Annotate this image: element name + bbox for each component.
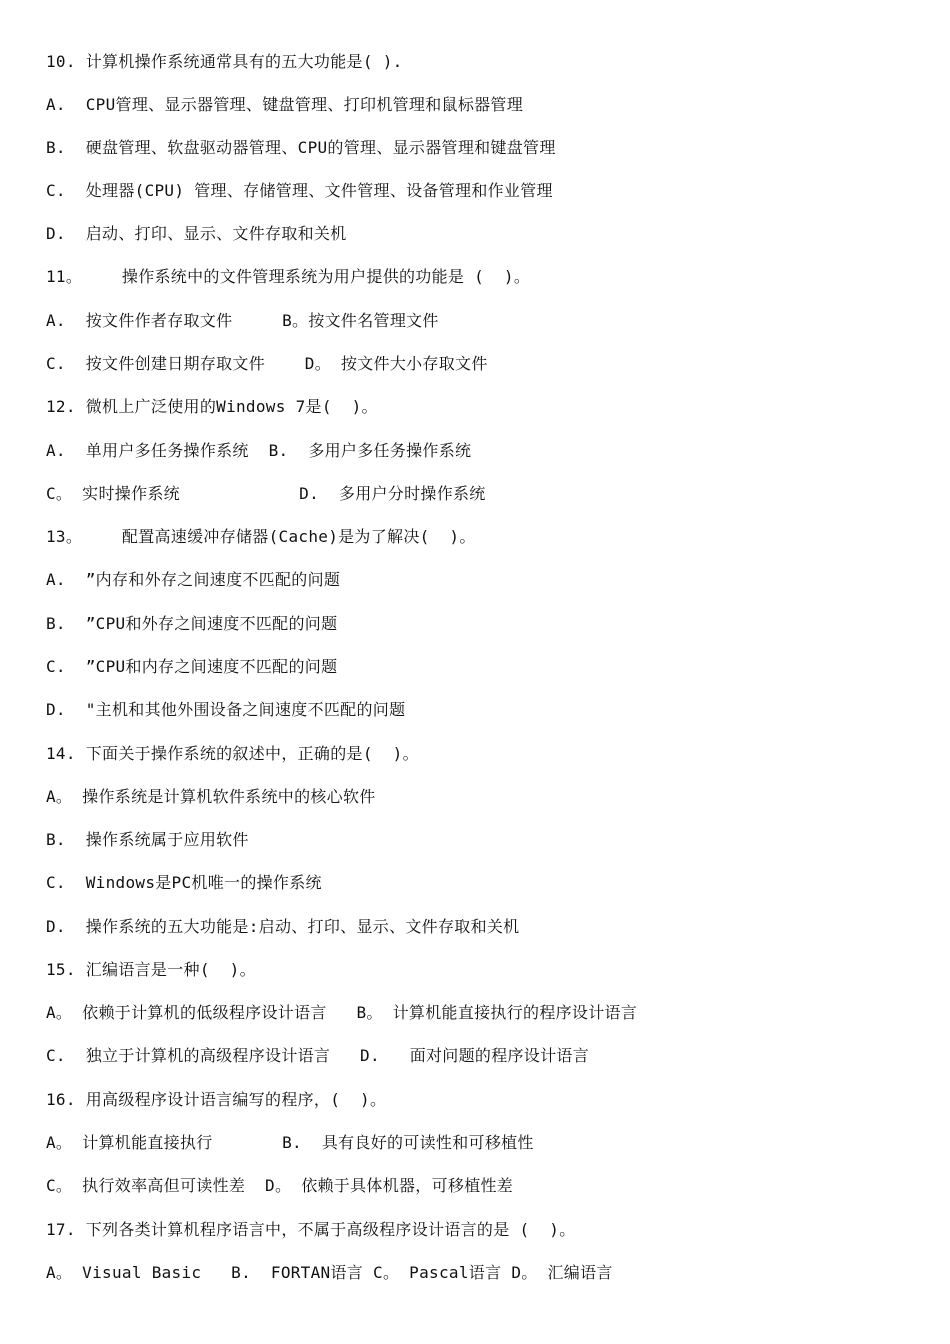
question-13-option-a: A. ”内存和外存之间速度不匹配的问题 <box>46 570 341 589</box>
question-12-options-ab: A. 单用户多任务操作系统 B. 多用户多任务操作系统 <box>46 441 472 460</box>
question-17-options: A。 Visual Basic B. FORTAN语言 C。 Pascal语言 D。 汇编语言 <box>46 1263 613 1282</box>
question-15-options-ab: A。 依赖于计算机的低级程序设计语言 B。 计算机能直接执行的程序设计语言 <box>46 1003 638 1022</box>
question-11-options-cd: C. 按文件创建日期存取文件 D。 按文件大小存取文件 <box>46 354 488 373</box>
question-15-stem: 15. 汇编语言是一种( )。 <box>46 960 256 979</box>
question-13-option-b: B. ”CPU和外存之间速度不匹配的问题 <box>46 614 338 633</box>
question-10-option-c: C. 处理器(CPU) 管理、存储管理、文件管理、设备管理和作业管理 <box>46 181 553 200</box>
question-13-stem: 13。 配置高速缓冲存储器(Cache)是为了解决( )。 <box>46 527 476 546</box>
question-12-stem: 12. 微机上广泛使用的Windows 7是( )。 <box>46 397 378 416</box>
question-16-options-cd: C。 执行效率高但可读性差 D。 依赖于具体机器，可移植性差 <box>46 1176 514 1195</box>
question-14-option-c: C. Windows是PC机唯一的操作系统 <box>46 873 322 892</box>
question-10-option-d: D. 启动、打印、显示、文件存取和关机 <box>46 224 347 243</box>
question-14-option-b: B. 操作系统属于应用软件 <box>46 830 249 849</box>
question-13-option-d: D. "主机和其他外围设备之间速度不匹配的问题 <box>46 700 406 719</box>
question-10-option-b: B. 硬盘管理、软盘驱动器管理、CPU的管理、显示器管理和键盘管理 <box>46 138 556 157</box>
question-17-stem: 17. 下列各类计算机程序语言中，不属于高级程序设计语言的是 ( )。 <box>46 1220 576 1239</box>
question-13-option-c: C. ”CPU和内存之间速度不匹配的问题 <box>46 657 338 676</box>
question-15-options-cd: C. 独立于计算机的高级程序设计语言 D. 面对问题的程序设计语言 <box>46 1046 589 1065</box>
question-16-options-ab: A。 计算机能直接执行 B. 具有良好的可读性和可移植性 <box>46 1133 534 1152</box>
question-16-stem: 16. 用高级程序设计语言编写的程序，( )。 <box>46 1090 387 1109</box>
question-14-option-d: D. 操作系统的五大功能是:启动、打印、显示、文件存取和关机 <box>46 917 520 936</box>
question-11-options-ab: A. 按文件作者存取文件 B。按文件名管理文件 <box>46 311 439 330</box>
question-14-stem: 14. 下面关于操作系统的叙述中，正确的是( )。 <box>46 744 419 763</box>
question-11-stem: 11。 操作系统中的文件管理系统为用户提供的功能是 ( )。 <box>46 267 531 286</box>
question-12-options-cd: C。 实时操作系统 D. 多用户分时操作系统 <box>46 484 486 503</box>
question-14-option-a: A。 操作系统是计算机软件系统中的核心软件 <box>46 787 376 806</box>
question-10-option-a: A. CPU管理、显示器管理、键盘管理、打印机管理和鼠标器管理 <box>46 95 524 114</box>
question-10-stem: 10. 计算机操作系统通常具有的五大功能是( ). <box>46 52 403 71</box>
